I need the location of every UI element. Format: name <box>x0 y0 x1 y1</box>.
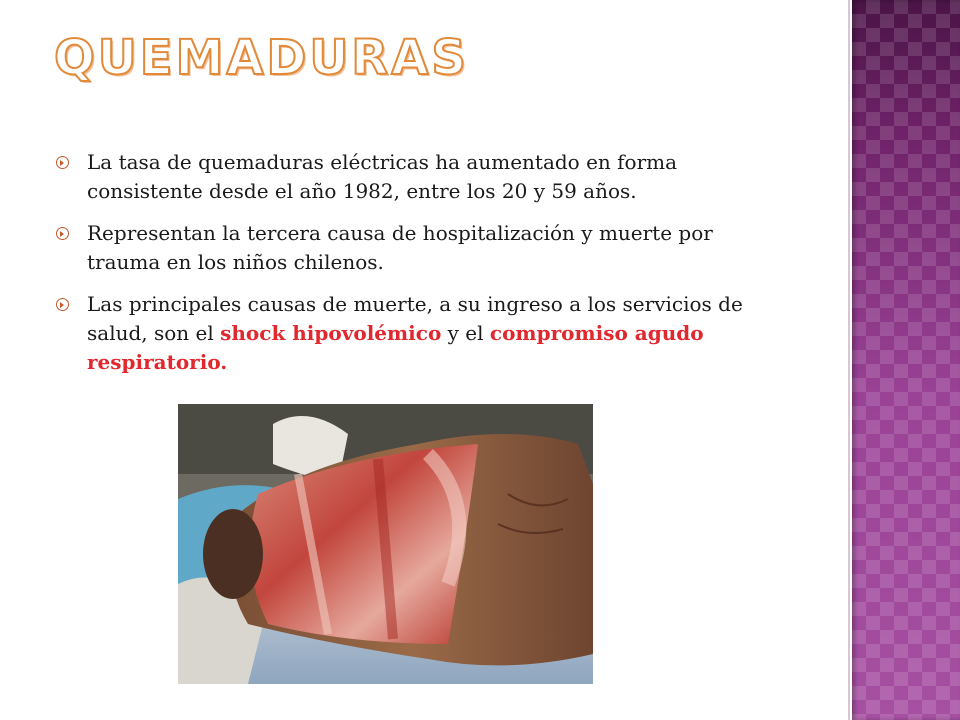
divider-line <box>848 0 850 720</box>
bullet-item <box>56 148 776 206</box>
bullet-text: La tasa de quemaduras eléctricas ha aumentado en forma consistente desde el año 1982, entre los 20 y 59 años. <box>87 150 678 203</box>
highlight-respiratory: compromiso agudo respiratorio. <box>87 321 704 374</box>
bullet-text <box>87 290 776 377</box>
slide-title: QUEMADURAS <box>54 30 469 86</box>
burn-photo <box>178 404 593 684</box>
highlight-shock: shock hipovolémico <box>220 321 442 345</box>
circled-arrow-icon <box>56 298 69 311</box>
bullet-item <box>56 219 776 277</box>
circled-arrow-icon <box>56 156 69 169</box>
bullet-text-part: y el <box>441 321 490 345</box>
bullet-text-part: Las principales causas de muerte, a su ingreso a los servicios de salud, son el <box>87 292 743 345</box>
bullet-list <box>56 148 776 390</box>
bullet-item <box>56 290 776 377</box>
circled-arrow-icon <box>56 227 69 240</box>
bullet-text: Representan la tercera causa de hospitalización y muerte por trauma en los niños chilenos. <box>87 221 713 274</box>
decorative-side-band <box>852 0 960 720</box>
